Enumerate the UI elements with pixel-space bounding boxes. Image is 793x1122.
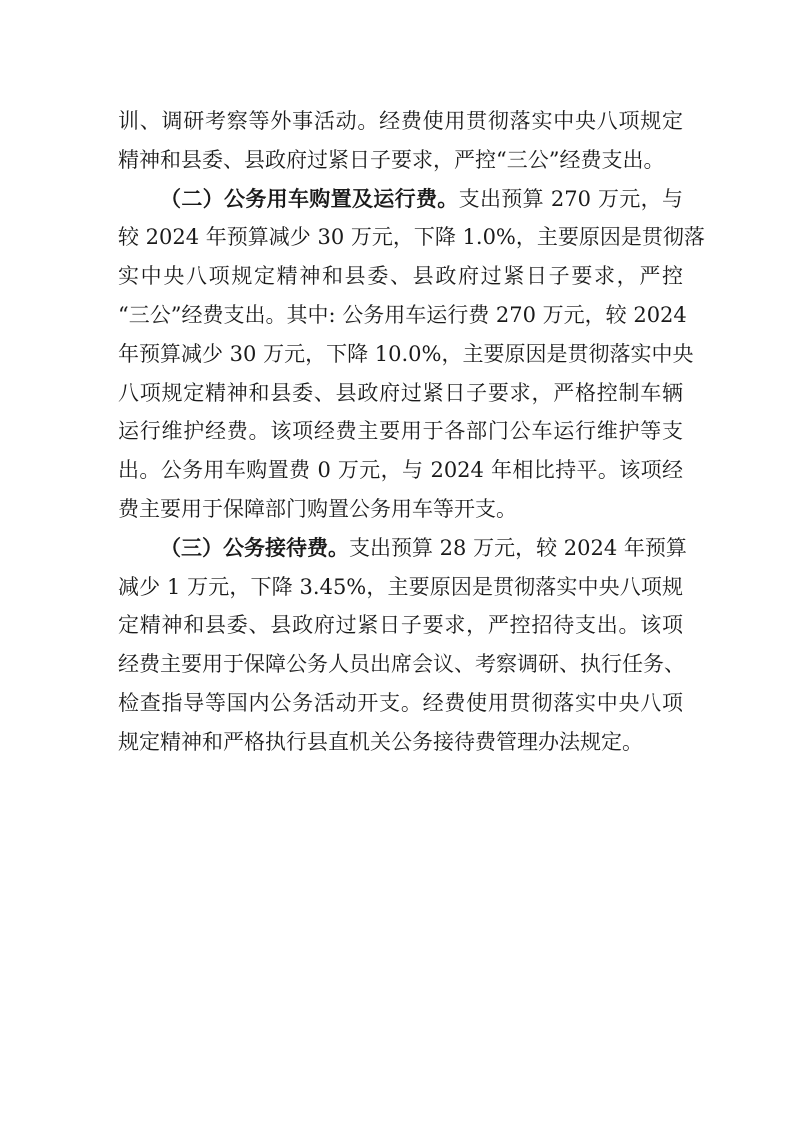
vehicle-heading: （二）公务用车购置及运行费。 [160, 186, 459, 211]
reception-heading: （三）公务接待费。 [160, 535, 349, 560]
vehicle-line-2: 实中央八项规定精神和县委、县政府过紧日子要求，严控 [118, 264, 683, 289]
reception-first-line [118, 529, 687, 568]
vehicle-line-1: 较 2024 年预算减少 30 万元，下降 1.0%，主要原因是贯彻落 [118, 225, 705, 250]
vehicle-line-7: 出。公务用车购置费 0 万元，与 2024 年相比持平。该项经 [118, 458, 683, 483]
intro-line-1: 训、调研考察等外事活动。经费使用贯彻落实中央八项规定 [118, 109, 683, 133]
intro-line-2: 精神和县委、县政府过紧日子要求，严控“三公”经费支出。 [118, 147, 665, 172]
reception-line-2: 定精神和县委、县政府过紧日子要求，严控招待支出。该项 [118, 613, 683, 638]
reception-line-5: 规定精神和严格执行县直机关公务接待费管理办法规定。 [118, 729, 643, 754]
vehicle-line-4: 年预算减少 30 万元，下降 10.0%，主要原因是贯彻落实中央 [118, 341, 694, 366]
vehicle-line-5: 八项规定精神和县委、县政府过紧日子要求，严格控制车辆 [118, 380, 683, 405]
vehicle-line-6: 运行维护经费。该项经费主要用于各部门公车运行维护等支 [118, 419, 683, 444]
reception-line-1: 减少 1 万元，下降 3.45%，主要原因是贯彻落实中央八项规 [118, 574, 683, 599]
reception-line-3: 经费主要用于保障公务人员出席会议、考察调研、执行任务、 [118, 652, 685, 677]
vehicle-first-line [118, 180, 683, 219]
document-body [118, 102, 705, 762]
vehicle-first-line-text: 支出预算 270 万元，与 [458, 186, 684, 211]
reception-line-4: 检查指导等国内公务活动开支。经费使用贯彻落实中央八项 [118, 690, 683, 715]
vehicle-line-3: “三公”经费支出。其中: 公务用车运行费 270 万元，较 2024 [118, 302, 687, 327]
vehicle-line-8: 费主要用于保障部门购置公务用车等开支。 [118, 496, 517, 521]
reception-first-line-text: 支出预算 28 万元，较 2024 年预算 [349, 535, 687, 560]
